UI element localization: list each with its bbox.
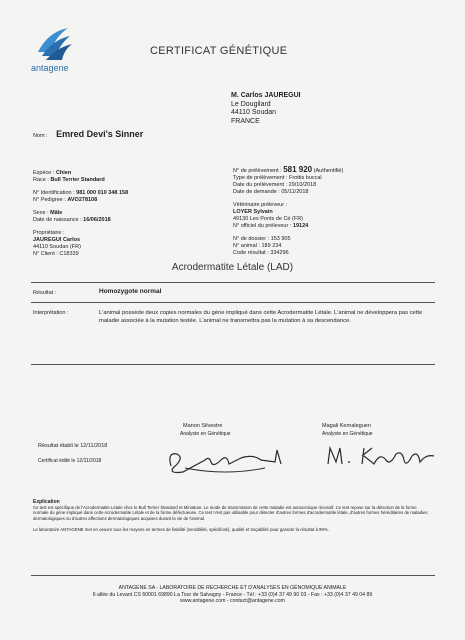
species-value: Chien: [55, 170, 72, 176]
dog-details: [33, 170, 128, 258]
animal-label: N° animal :: [233, 243, 260, 249]
sample-number-note: (Authentifié): [313, 168, 344, 174]
sample-type-value: Frottis buccal: [288, 175, 322, 181]
file-label: N° de dossier :: [233, 236, 270, 242]
animal-value: 189 234: [261, 243, 282, 249]
explication-title: Explication: [33, 499, 60, 505]
client-value: C18339: [59, 251, 79, 257]
explication-section: [33, 500, 433, 532]
interpretation-text: L'animal possède deux copies normales du gène impliqué dans cette Acrodermatite Létale. L'animal ne développera pas cette maladie associée à la mutation testée. L'animal ne transmettra pas la mutation à sa descendance.: [99, 310, 423, 324]
owner-line1: Le Dougilard: [231, 100, 271, 108]
left-signer-title: Analyste en Génétique: [180, 431, 231, 437]
quality-note: Le laboratoire ANTAGENE met en oeuvre tous les moyens en termes de fiabilité (sensibilité, spécificité), qualité et traçabilité pour garantir la résultat à 99%.: [33, 526, 329, 532]
sample-details: [233, 166, 343, 257]
breed-label: Race :: [33, 177, 49, 183]
left-signature-icon: [165, 438, 295, 478]
dog-name-value: Emred Devi's Sinner: [56, 129, 144, 139]
right-signature-icon: [322, 440, 442, 470]
dog-owner-name: JAUREGUI Carlos: [33, 237, 81, 243]
result-label: Résultat :: [33, 290, 57, 296]
pedigree-label: N° Pedigree :: [33, 197, 66, 203]
brand-name: antagene: [31, 63, 69, 73]
dog-name: [33, 124, 143, 142]
right-signer-title: Analyste en Génétique: [322, 431, 373, 437]
footer-divider: [31, 575, 435, 576]
vet-label: Vétérinaire préleveur :: [233, 202, 288, 208]
sex-label: Sexe :: [33, 210, 49, 216]
id-value: 981 000 010 348 158: [76, 190, 129, 196]
vet-name: LOYER Sylvain: [233, 209, 273, 215]
sample-date-label: Date du prélèvement :: [233, 182, 288, 188]
dog-owner-label: Propriétaire :: [33, 230, 65, 236]
disease-title: Acrodermatite Létale (LAD): [171, 262, 294, 273]
pedigree-value: AVO278108: [67, 197, 98, 203]
footer-line3: www.antagene.com - contact@antagene.com: [180, 598, 285, 604]
code-value: 334296: [270, 250, 289, 256]
breed-value: Bull Terrier Standard: [50, 177, 105, 183]
divider: [31, 364, 435, 365]
owner-line3: FRANCE: [231, 117, 260, 125]
interpretation-label: Interprétation :: [33, 310, 69, 316]
sample-number-value: 581 920: [283, 165, 313, 174]
species-label: Espèce :: [33, 170, 55, 176]
footer-line1: ANTAGENE SA - LABORATOIRE DE RECHERCHE ET D'ANALYSES EN GÉNOMIQUE ANIMALE: [118, 585, 347, 591]
birth-value: 16/06/2018: [83, 217, 111, 223]
result-value: Homozygote normal: [99, 288, 162, 295]
vet-num-value: 19124: [292, 223, 309, 229]
footer-line2: 6 allée du Levant CS 60001 69890 La Tour de Salvagny - France - Tél : +33 (0)4 37 49 90 03 - Fax : +33 (0)4 37 49 04 89: [92, 591, 373, 598]
sample-type-label: Type de prélèvement :: [233, 175, 288, 181]
right-signer-name: Magali Kernaleguen: [322, 423, 371, 429]
request-date-label: Date de demande :: [233, 189, 280, 195]
id-label: N° Identification :: [33, 190, 75, 196]
vet-city: 49130 Les Ponts de Cé (FR): [233, 216, 304, 222]
footer: [0, 585, 465, 605]
sex-value: Mâle: [50, 210, 63, 216]
owner-line2: 44110 Soudan: [231, 109, 277, 116]
divider: [31, 302, 435, 303]
sample-number-label: N° de prélèvement :: [233, 168, 282, 174]
vet-num-label: N° officiel du préleveur :: [233, 223, 292, 229]
code-label: Code résultat :: [233, 250, 269, 256]
result-date: Résultat établi le 12/11/2018: [38, 443, 108, 449]
left-signer-name: Manon Silvestre: [183, 423, 223, 429]
page-title: CERTIFICAT GÉNÉTIQUE: [150, 45, 288, 57]
owner-address: [231, 92, 301, 126]
antagene-logo-icon: [34, 22, 74, 62]
divider: [31, 282, 435, 283]
certificate-date: Certificat édité le 12/11/2018: [38, 458, 102, 464]
owner-name: M. Carlos JAUREGUI: [231, 92, 301, 99]
explication-text: Ce test est spécifique de l'Acrodermatite Létale chez le Bull Terrier Standard et Miniature. Le mode de transmission de cette maladie est autosomique récessif. Ce test repose sur la détection de la forme normale du gène impliqué dans cette Acrodermatite Létale et de la forme défectueuse. Ce test n'est pas utilisable pour détecter d'autres formes d'acrodermatite létale, d'autres formes héréditaires de maladies dermatologiques ou d'autres affections dermatologiques acquises durant la vie de l'animal.: [33, 505, 428, 521]
request-date-value: 05/11/2018: [281, 189, 309, 195]
dog-owner-city: 44110 Soudan (FR): [33, 244, 81, 250]
birth-label: Date de naissance :: [33, 217, 82, 223]
sample-date-value: 29/10/2018: [288, 182, 317, 188]
dog-name-label: Nom :: [33, 133, 48, 139]
client-label: N° Client :: [33, 251, 58, 257]
file-value: 153 905: [270, 236, 291, 242]
